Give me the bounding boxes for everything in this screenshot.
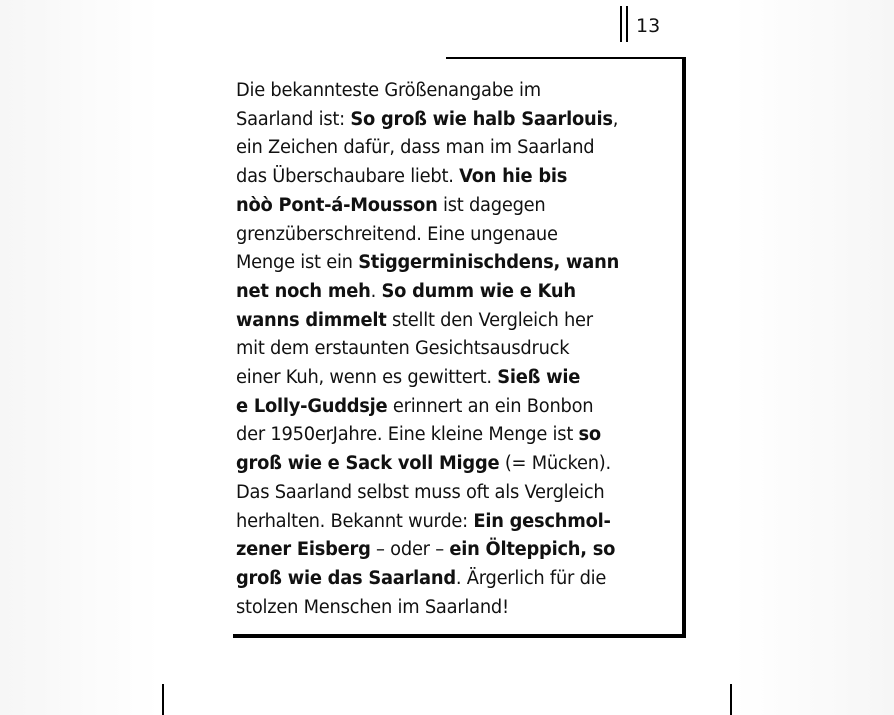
bold-phrase: e Lolly-Guddsje [236,395,388,417]
text-run: . Ärgerlich für die [455,567,607,589]
text-line [236,278,651,307]
bold-phrase: So groß wie halb Saarlouis [350,108,613,130]
text-line [236,163,651,192]
bold-phrase: Ein geschmol- [473,510,611,532]
page-number-rule-left [620,6,622,42]
box-right-border [682,57,686,638]
text-line [236,450,651,479]
text-line [236,364,651,393]
text-line [236,594,651,623]
text-line [236,134,651,163]
bold-phrase: Von hie bis [459,166,568,188]
bold-phrase: so [578,424,601,446]
bold-phrase: nòò Pont-á-Mousson [236,194,438,216]
text-run: das Überschaubare liebt. [236,166,460,188]
text-line [236,221,651,250]
text-line [236,335,651,364]
bold-phrase: ein Ölteppich, so [449,539,616,561]
bold-phrase: Stiggerminischdens, wann [358,252,620,274]
crop-mark-right [730,684,732,715]
text-run: ein Zeichen dafür, dass man im Saarland [236,137,595,159]
text-line [236,393,651,422]
bold-phrase: net noch meh [236,280,371,302]
text-line [236,479,651,508]
bold-phrase: Sieß wie [497,367,581,389]
text-line [236,249,651,278]
text-run: einer Kuh, wenn es gewittert. [236,367,498,389]
text-line [236,565,651,594]
box-top-border [446,57,684,59]
page-shade-left [0,0,160,715]
text-line [236,77,651,106]
text-line [236,508,651,537]
text-line [236,536,651,565]
text-run: erinnert an ein Bonbon [387,395,594,417]
text-run: Saarland ist: [236,108,351,130]
text-run: stellt den Vergleich her [386,309,593,331]
text-run: Menge ist ein [236,252,359,274]
text-run: ist dagegen [437,194,546,216]
text-run: – oder – [370,539,450,561]
page-number-rule-right [626,6,628,42]
text-line [236,106,651,135]
bold-phrase: groß wie das Saarland [236,567,456,589]
text-run: Die bekannteste Größenangabe im [236,80,541,101]
text-line [236,192,651,221]
text-run: stolzen Menschen im Saarland! [236,596,509,618]
text-run: . [370,280,382,302]
text-run: grenzüberschreitend. Eine ungenaue [236,223,558,245]
text-run: Das Saarland selbst muss oft als Vergleich [236,481,605,503]
text-line [236,421,651,450]
text-run: (= Mücken). [499,453,611,475]
body-text [236,77,651,622]
text-run: der 1950erJahre. Eine kleine Menge ist [236,424,579,446]
page-shade-right [734,0,894,715]
bold-phrase: So dumm wie e Kuh [381,280,576,302]
text-run: herhalten. Bekannt wurde: [236,510,474,532]
box-bottom-border [233,634,686,638]
bold-phrase: groß wie e Sack voll Migge [236,453,500,475]
bold-phrase: zener Eisberg [236,539,371,561]
text-run: , [612,108,619,130]
bold-phrase: wanns dimmelt [236,309,387,331]
page-number: 13 [636,15,661,37]
crop-mark-left [162,684,164,715]
text-line [236,307,651,336]
text-run: mit dem erstaunten Gesichtsausdruck [236,338,570,360]
